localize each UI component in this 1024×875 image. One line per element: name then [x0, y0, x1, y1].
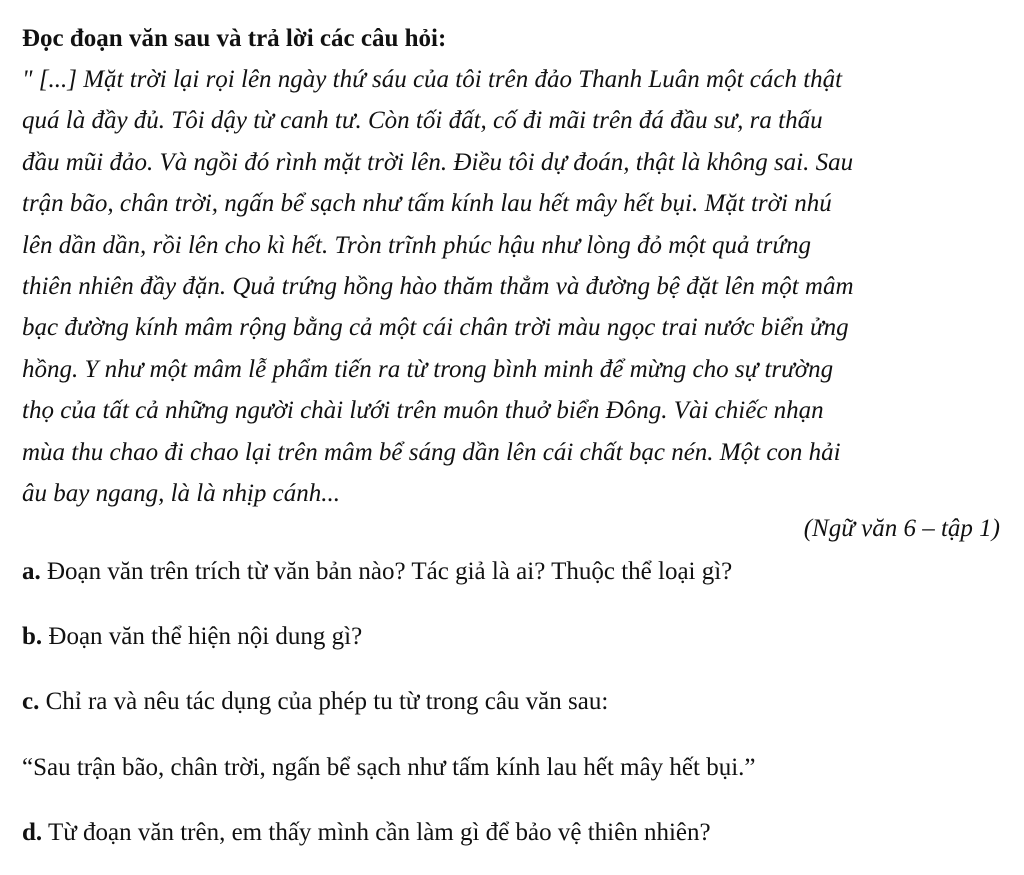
question-d-text: Từ đoạn văn trên, em thấy mình cần làm gì để bảo vệ thiên nhiên?: [42, 819, 711, 846]
passage-line: trận bão, chân trời, ngấn bể sạch như tấm kính lau hết mây hết bụi. Mặt trời nhú: [22, 190, 832, 218]
instruction-heading: Đọc đoạn văn sau và trả lời các câu hỏi:: [22, 25, 447, 52]
question-d: [22, 815, 711, 851]
passage-line: lên dần dần, rồi lên cho kì hết. Tròn trĩnh phúc hậu như lòng đỏ một quả trứng: [22, 231, 812, 259]
passage-line: " [...] Mặt trời lại rọi lên ngày thứ sáu của tôi trên đảo Thanh Luân một cách thật: [22, 66, 843, 93]
question-c-label: c.: [22, 688, 40, 715]
passage-line: hồng. Y như một mâm lễ phẩm tiến ra từ trong bình minh để mừng cho sự trường: [22, 355, 834, 383]
excerpt-passage: [22, 59, 1012, 514]
passage-line: thiên nhiên đầy đặn. Quả trứng hồng hào thăm thẳm và đường bệ đặt lên một mâm: [22, 272, 854, 300]
passage-line: âu bay ngang, là là nhịp cánh...: [22, 479, 341, 507]
question-a-text: Đoạn văn trên trích từ văn bản nào? Tác giả là ai? Thuộc thể loại gì?: [40, 558, 733, 585]
question-b-text: Đoạn văn thể hiện nội dung gì?: [42, 623, 363, 650]
quoted-sentence: “Sau trận bão, chân trời, ngấn bể sạch như tấm kính lau hết mây hết bụi.”: [22, 754, 756, 781]
question-a: [22, 554, 732, 590]
source-citation: (Ngữ văn 6 – tập 1): [803, 515, 1000, 542]
question-b-label: b.: [22, 623, 43, 650]
question-c-text: Chỉ ra và nêu tác dụng của phép tu từ trong câu văn sau:: [39, 688, 609, 715]
question-c: [22, 684, 608, 720]
question-a-label: a.: [22, 558, 41, 585]
question-d-label: d.: [22, 819, 43, 846]
passage-line: bạc đường kính mâm rộng bằng cả một cái chân trời màu ngọc trai nước biển ửng: [22, 314, 849, 342]
passage-line: mùa thu chao đi chao lại trên mâm bể sáng dần lên cái chất bạc nén. Một con hải: [22, 438, 841, 466]
passage-line: đầu mũi đảo. Và ngồi đó rình mặt trời lên. Điều tôi dự đoán, thật là không sai. Sau: [22, 148, 854, 176]
passage-line: thọ của tất cả những người chài lưới trên muôn thuở biển Đông. Vài chiếc nhạn: [22, 397, 824, 425]
question-b: [22, 619, 362, 655]
passage-line: quá là đầy đủ. Tôi dậy từ canh tư. Còn tối đất, cố đi mãi trên đá đầu sư, ra thấu: [22, 107, 823, 135]
